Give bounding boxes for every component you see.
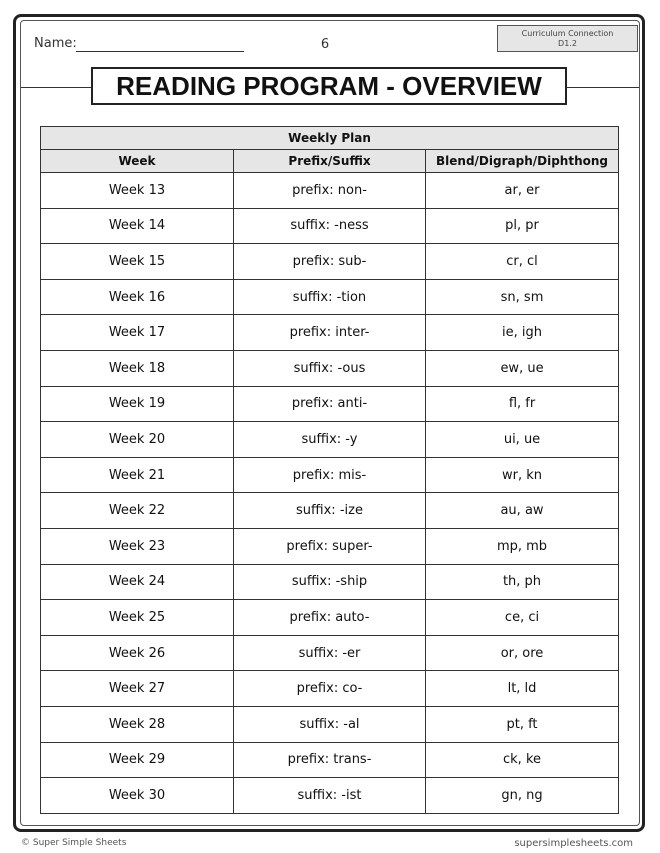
prefix-suffix-cell: suffix: -y (234, 422, 426, 458)
prefix-suffix-cell: suffix: -ize (234, 493, 426, 529)
week-cell: Week 14 (41, 208, 234, 244)
blend-cell: ck, ke (426, 742, 619, 778)
blend-cell: ce, ci (426, 600, 619, 636)
blend-cell: ew, ue (426, 350, 619, 386)
table-row (41, 564, 619, 600)
prefix-suffix-cell: suffix: -er (234, 635, 426, 671)
week-cell: Week 25 (41, 600, 234, 636)
week-cell: Week 16 (41, 279, 234, 315)
prefix-suffix-cell: prefix: inter- (234, 315, 426, 351)
week-cell: Week 27 (41, 671, 234, 707)
week-cell: Week 23 (41, 528, 234, 564)
blend-cell: pt, ft (426, 706, 619, 742)
column-header-prefix-suffix: Prefix/Suffix (234, 150, 426, 173)
week-cell: Week 29 (41, 742, 234, 778)
table-header-row (41, 150, 619, 173)
week-cell: Week 13 (41, 173, 234, 209)
prefix-suffix-cell: prefix: anti- (234, 386, 426, 422)
table-row (41, 742, 619, 778)
blend-cell: wr, kn (426, 457, 619, 493)
table-row (41, 528, 619, 564)
table-row (41, 244, 619, 280)
column-header-week: Week (41, 150, 234, 173)
week-cell: Week 15 (41, 244, 234, 280)
blend-cell: ie, igh (426, 315, 619, 351)
blend-cell: pl, pr (426, 208, 619, 244)
prefix-suffix-cell: prefix: auto- (234, 600, 426, 636)
table-row (41, 350, 619, 386)
curriculum-connection-label: Curriculum Connection (521, 29, 614, 38)
table-row (41, 493, 619, 529)
week-cell: Week 17 (41, 315, 234, 351)
week-cell: Week 30 (41, 778, 234, 814)
table-row (41, 600, 619, 636)
blend-cell: gn, ng (426, 778, 619, 814)
prefix-suffix-cell: prefix: trans- (234, 742, 426, 778)
blend-cell: cr, cl (426, 244, 619, 280)
table-row (41, 457, 619, 493)
table-row (41, 635, 619, 671)
blend-cell: mp, mb (426, 528, 619, 564)
prefix-suffix-cell: suffix: -ist (234, 778, 426, 814)
weekly-plan-table (40, 126, 619, 814)
week-cell: Week 22 (41, 493, 234, 529)
prefix-suffix-cell: prefix: super- (234, 528, 426, 564)
prefix-suffix-cell: suffix: -tion (234, 279, 426, 315)
table-row (41, 671, 619, 707)
blend-cell: ar, er (426, 173, 619, 209)
blend-cell: sn, sm (426, 279, 619, 315)
prefix-suffix-cell: suffix: -al (234, 706, 426, 742)
week-cell: Week 21 (41, 457, 234, 493)
table-row (41, 173, 619, 209)
table-row (41, 706, 619, 742)
prefix-suffix-cell: prefix: co- (234, 671, 426, 707)
blend-cell: fl, fr (426, 386, 619, 422)
prefix-suffix-cell: prefix: sub- (234, 244, 426, 280)
curriculum-connection-badge (497, 25, 638, 52)
prefix-suffix-cell: suffix: -ness (234, 208, 426, 244)
week-cell: Week 19 (41, 386, 234, 422)
table-row (41, 386, 619, 422)
week-cell: Week 18 (41, 350, 234, 386)
table-row (41, 778, 619, 814)
name-label: Name: (34, 36, 77, 51)
table-caption: Weekly Plan (41, 127, 619, 150)
blend-cell: lt, ld (426, 671, 619, 707)
week-cell: Week 26 (41, 635, 234, 671)
prefix-suffix-cell: prefix: non- (234, 173, 426, 209)
page-title: READING PROGRAM - OVERVIEW (91, 67, 567, 105)
blend-cell: or, ore (426, 635, 619, 671)
footer-copyright: © Super Simple Sheets (21, 838, 127, 848)
table-row (41, 422, 619, 458)
prefix-suffix-cell: prefix: mis- (234, 457, 426, 493)
prefix-suffix-cell: suffix: -ous (234, 350, 426, 386)
footer-website: supersimplesheets.com (514, 838, 633, 849)
prefix-suffix-cell: suffix: -ship (234, 564, 426, 600)
title-rule-right (567, 87, 639, 88)
week-cell: Week 28 (41, 706, 234, 742)
blend-cell: au, aw (426, 493, 619, 529)
title-rule-left (21, 87, 91, 88)
blend-cell: th, ph (426, 564, 619, 600)
name-write-line (76, 51, 244, 52)
table-row (41, 279, 619, 315)
table-row (41, 315, 619, 351)
page-number: 6 (320, 37, 330, 52)
curriculum-connection-code: D1.2 (558, 39, 577, 48)
week-cell: Week 20 (41, 422, 234, 458)
column-header-blend: Blend/Digraph/Diphthong (426, 150, 619, 173)
blend-cell: ui, ue (426, 422, 619, 458)
week-cell: Week 24 (41, 564, 234, 600)
table-row (41, 208, 619, 244)
